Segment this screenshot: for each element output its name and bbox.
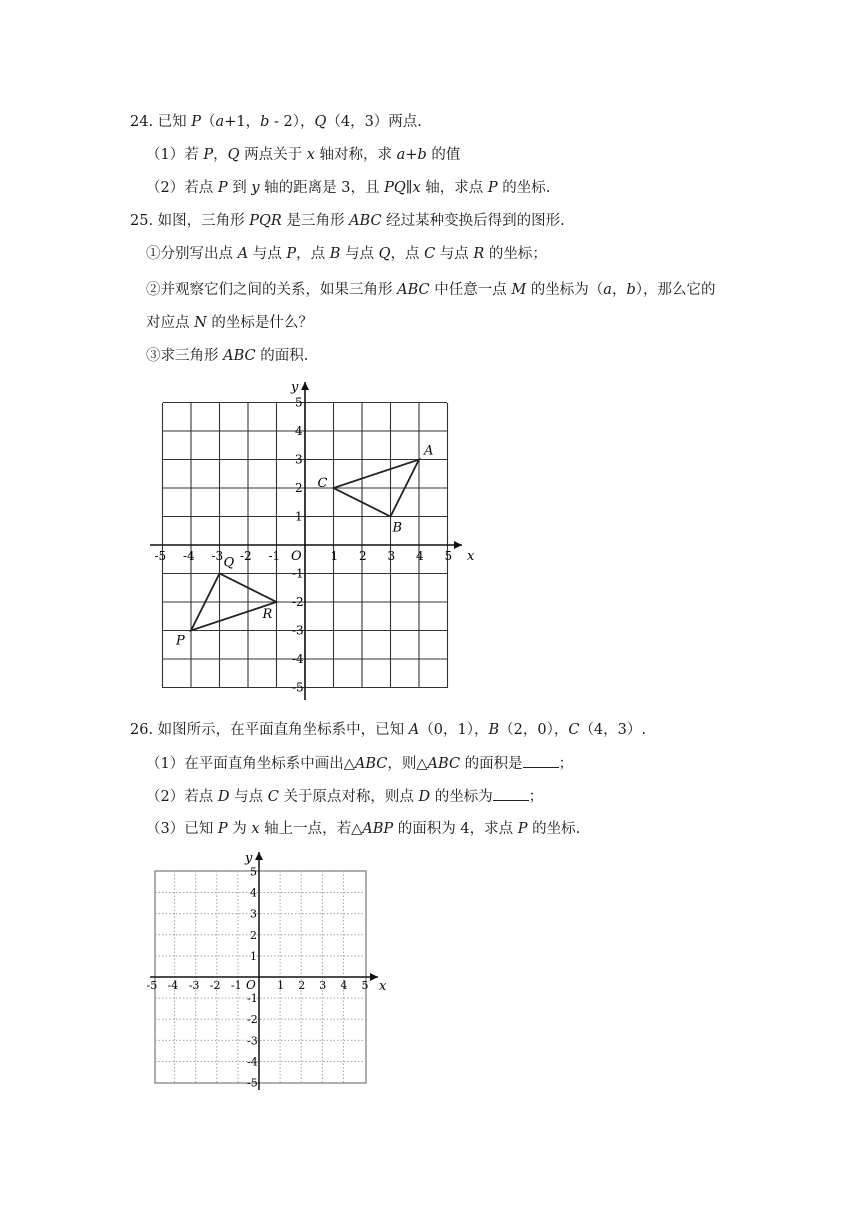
- q26-part-3: （3）已知 P 为 x 轴上一点，若△ABP 的面积为 4，求点 P 的坐标.: [146, 821, 581, 837]
- x-axis-label: x: [467, 549, 475, 564]
- answer-blank: [493, 786, 529, 801]
- origin-label: O: [246, 978, 256, 992]
- y-tick-label: -3: [292, 623, 304, 638]
- y-tick-label: 1: [250, 949, 257, 963]
- y-tick-label: -3: [247, 1034, 258, 1048]
- x-tick-label: -3: [211, 549, 224, 563]
- q26-stem: 26. 如图所示，在平面直角坐标系中，已知 A（0，1），B（2，0），C（4，3）.: [130, 722, 646, 738]
- x-tick-label: 4: [416, 549, 424, 563]
- x-tick-label: -2: [240, 549, 252, 563]
- x-axis-arrow: [454, 541, 462, 549]
- y-tick-label: 4: [295, 424, 303, 438]
- x-tick-label: -2: [209, 979, 221, 992]
- x-tick-label: 1: [330, 549, 339, 563]
- y-tick-label: 4: [250, 886, 257, 900]
- y-tick-label: 2: [295, 481, 303, 495]
- x-tick-label: -1: [268, 549, 281, 563]
- x-tick-label: 2: [359, 549, 367, 563]
- y-tick-label: -1: [292, 566, 304, 581]
- x-tick-label: -4: [167, 979, 179, 992]
- y-tick-label: -5: [292, 680, 304, 695]
- y-tick-label: 5: [250, 865, 257, 879]
- q25-part-2-cont: 对应点 N 的坐标是什么？: [146, 315, 313, 331]
- q25-stem: 25. 如图，三角形 PQR 是三角形 ABC 经过某种变换后得到的图形.: [130, 213, 565, 229]
- q24-part-2: （2）若点 P 到 y 轴的距离是 3，且 PQ∥x 轴，求点 P 的坐标.: [146, 180, 551, 196]
- point-label-r: R: [262, 607, 273, 622]
- origin-label: O: [291, 549, 302, 564]
- q25-part-1: ①分别写出点 A 与点 P，点 B 与点 Q，点 C 与点 R 的坐标；: [146, 246, 547, 262]
- q24-part-1: （1）若 P，Q 两点关于 x 轴对称，求 a+b 的值: [146, 147, 461, 163]
- y-tick-label: -2: [247, 1013, 258, 1027]
- point-label-b: B: [392, 520, 403, 536]
- x-tick-label: 5: [444, 549, 453, 563]
- x-axis-label: x: [379, 979, 387, 994]
- x-tick-label: -5: [154, 549, 167, 563]
- y-tick-label: -4: [292, 652, 304, 666]
- y-tick-label: 1: [295, 509, 303, 524]
- x-tick-label: 1: [277, 979, 285, 992]
- q25-part-2: ②并观察它们之间的关系，如果三角形 ABC 中任意一点 M 的坐标为（a，b），那么它的: [146, 282, 716, 298]
- x-tick-label: 3: [387, 549, 396, 563]
- x-tick-label: -3: [188, 979, 200, 992]
- x-tick-label: -5: [146, 979, 158, 992]
- x-tick-label: 4: [340, 979, 348, 992]
- y-tick-label: 3: [250, 907, 257, 921]
- y-tick-label: -5: [247, 1076, 258, 1090]
- y-tick-label: 5: [295, 395, 303, 410]
- x-tick-label: -1: [230, 979, 242, 992]
- y-axis-label: y: [245, 851, 253, 866]
- y-tick-label: -2: [292, 595, 304, 609]
- q26-part-1: （1）在平面直角坐标系中画出△ABC，则△ABC 的面积是 ；: [146, 753, 573, 774]
- point-label-c: C: [317, 476, 328, 491]
- q24-stem: 24. 已知 P（a+1，b - 2），Q（4，3）两点.: [130, 114, 422, 130]
- y-tick-label: -4: [247, 1055, 258, 1069]
- x-tick-label: 2: [298, 979, 306, 992]
- y-tick-label: 3: [295, 452, 303, 467]
- q26-part-2: （2）若点 D 与点 C 关于原点对称，则点 D 的坐标为 ；: [146, 786, 543, 807]
- y-axis-arrow: [301, 382, 309, 390]
- point-label-q: Q: [223, 555, 235, 571]
- point-label-a: A: [424, 443, 434, 459]
- y-tick-label: -1: [247, 992, 258, 1006]
- y-tick-label: 2: [250, 928, 257, 942]
- q25-part-3: ③求三角形 ABC 的面积.: [146, 348, 309, 364]
- answer-blank: [523, 753, 559, 768]
- x-tick-label: 5: [361, 979, 369, 992]
- x-tick-label: -4: [183, 549, 195, 563]
- y-axis-label: y: [291, 380, 299, 395]
- x-tick-label: 3: [319, 979, 327, 992]
- point-label-p: P: [176, 633, 185, 649]
